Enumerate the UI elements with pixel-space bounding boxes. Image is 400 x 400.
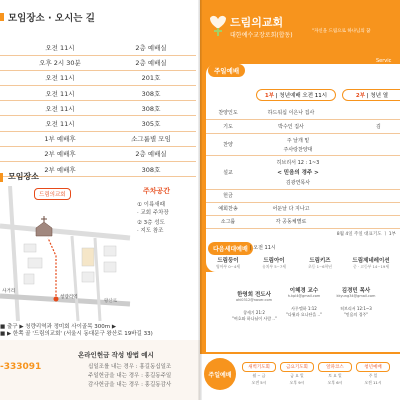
giving-example: 주일헌금을 내는 경우 : 홍길동주일 bbox=[88, 373, 172, 379]
meeting-day: 월 ~ 금 bbox=[252, 373, 266, 378]
meeting-name: 알파코스 bbox=[318, 362, 352, 372]
meeting-time: 오전 5시 bbox=[251, 380, 267, 385]
worship-row bbox=[206, 120, 400, 134]
left-header bbox=[0, 8, 200, 24]
online-giving-title: 온라인헌금 작성 방법 예시 bbox=[78, 351, 154, 359]
road-map-label: 왕산로 bbox=[104, 299, 118, 304]
church-logo-icon bbox=[208, 14, 228, 36]
meeting-name: 금요기도회 bbox=[280, 362, 314, 372]
department bbox=[346, 256, 396, 270]
service-1-number: 1부 bbox=[264, 93, 275, 99]
worship-row bbox=[206, 216, 400, 229]
schedule-time: 1부 예배후 bbox=[14, 131, 106, 146]
schedule-time: 오전 11시 bbox=[14, 101, 106, 116]
staff-scripture-text: "다윗과 요나단을 .." bbox=[286, 312, 322, 317]
staff-scripture: 창세기 21:2 bbox=[243, 310, 265, 315]
staff-scripture-text: "믿음의 경주" bbox=[343, 312, 369, 317]
worship-row bbox=[206, 203, 400, 216]
staff-card bbox=[232, 290, 276, 322]
row-value: 박수인 집사 bbox=[278, 124, 304, 130]
service-1-header bbox=[256, 89, 336, 101]
service-2-header bbox=[342, 89, 400, 101]
prayer-announcement: 8월 4일 주일 대표기도 ㅣ 1부 bbox=[336, 232, 396, 237]
worship-order-card bbox=[206, 64, 400, 272]
schedule-key bbox=[0, 55, 14, 70]
parking-title: 주차공간 bbox=[143, 187, 171, 195]
crossroad-map-label: 사거리 bbox=[2, 289, 16, 294]
church-denomination: 대한예수교장로회(합동) bbox=[230, 32, 293, 39]
department-info: 중 · 고등부 14~19세 bbox=[352, 264, 389, 269]
meeting-name: 새벽기도회 bbox=[242, 362, 276, 372]
right-page bbox=[200, 0, 400, 400]
schedule-row bbox=[0, 131, 196, 146]
schedule-row bbox=[0, 86, 196, 101]
giving-example: 십일조를 내는 경우 : 홍길동십일조 bbox=[88, 364, 172, 370]
meeting-time: 오후 9시 bbox=[289, 380, 305, 385]
staff-email: h.kpl4@gmail.com bbox=[287, 294, 321, 298]
schedule-row bbox=[0, 70, 196, 85]
route-directions bbox=[0, 324, 196, 338]
schedule-row bbox=[0, 40, 196, 55]
online-giving-section bbox=[0, 340, 200, 400]
worship-order-list bbox=[206, 106, 400, 241]
parking-item: · 지도 참조 bbox=[137, 228, 164, 234]
service-2-number: 2부 bbox=[355, 93, 366, 99]
staff-card bbox=[282, 286, 326, 318]
account-number: -333091 bbox=[0, 362, 42, 372]
meeting-info bbox=[280, 362, 314, 386]
meeting-info bbox=[356, 362, 390, 386]
schedule-key bbox=[0, 40, 14, 55]
schedule-time: 오후 2시 30분 bbox=[14, 55, 106, 70]
meeting-name: 청년예배 bbox=[356, 362, 390, 372]
staff-scripture: 히브리서 12:1~3 bbox=[340, 306, 372, 311]
department-name: 드림아이 bbox=[263, 258, 285, 264]
parking-item: · 교회 주차장 bbox=[137, 210, 169, 216]
row-value: 하드워십 이은나 집사 bbox=[267, 110, 315, 116]
row-label: 예회찬송 bbox=[218, 206, 238, 212]
schedule-key bbox=[0, 146, 14, 161]
staff-card bbox=[334, 286, 378, 318]
row-value: 각 공동체별로 bbox=[275, 219, 307, 225]
services-label: Servic bbox=[376, 58, 392, 64]
schedule-key bbox=[0, 116, 14, 131]
schedule-row bbox=[0, 101, 196, 116]
row-label: 헌금 bbox=[223, 193, 233, 199]
hymn-title: 주 날개 밑 bbox=[286, 138, 310, 144]
choir-name: 주사랑찬양대 bbox=[283, 147, 313, 153]
schedule-key bbox=[0, 131, 14, 146]
meeting-schedule-table bbox=[0, 40, 196, 177]
department-name: 드림둥이 bbox=[217, 258, 239, 264]
schedule-place: 2층 예배실 bbox=[106, 40, 196, 55]
meeting-info bbox=[318, 362, 352, 386]
meeting-time: 오전 11시 bbox=[364, 380, 382, 385]
sunday-worship-circle: 주일예배 bbox=[204, 358, 236, 390]
department bbox=[256, 256, 292, 270]
sermon-title: < 믿음의 경주 > bbox=[277, 170, 319, 176]
schedule-place: 2층 예배실 bbox=[106, 55, 196, 70]
next-gen-worship-badge: 다음세대예배 bbox=[208, 242, 253, 255]
schedule-place: 308호 bbox=[106, 162, 196, 177]
next-gen-worship-time: | 오전 11시 bbox=[250, 245, 276, 251]
schedule-row bbox=[0, 116, 196, 131]
worship-row bbox=[206, 106, 400, 120]
church-name: 드림의교회 bbox=[230, 16, 284, 29]
row-value-2: 김 bbox=[376, 124, 381, 130]
row-value: 어둔날 다 지나고 bbox=[272, 206, 310, 212]
meeting-day: 토 요 일 bbox=[328, 373, 342, 378]
meeting-day: 주 일 bbox=[368, 373, 378, 378]
department-name: 드림키즈 bbox=[309, 258, 331, 264]
schedule-time: 오전 11시 bbox=[14, 70, 106, 85]
schedule-place: 305호 bbox=[106, 116, 196, 131]
location-title: 모임장소 bbox=[8, 172, 39, 181]
department-info: 영아부 0~4세 bbox=[216, 264, 240, 269]
schedule-key bbox=[0, 70, 14, 85]
schedule-time: 2부 예배후 bbox=[14, 146, 106, 161]
worship-row bbox=[206, 190, 400, 203]
staff-name: 이혜경 교수 bbox=[289, 288, 319, 294]
schedule-time: 2부 예배후 bbox=[14, 162, 106, 177]
schedule-time: 오전 11시 bbox=[14, 86, 106, 101]
church-map-label: 드림의교회 bbox=[34, 188, 71, 200]
schedule-time: 오전 11시 bbox=[14, 40, 106, 55]
page-fold bbox=[198, 0, 202, 400]
schedule-key bbox=[0, 86, 14, 101]
staff-name: 한영희 전도사 bbox=[237, 292, 271, 298]
location-map bbox=[0, 186, 200, 321]
schedule-place: 2층 예배실 bbox=[106, 146, 196, 161]
row-label: 찬양인도 bbox=[218, 110, 238, 116]
schedule-row bbox=[0, 146, 196, 161]
map-graphic bbox=[0, 186, 200, 321]
sermon-scripture: 히브리서 12 : 1~3 bbox=[276, 160, 320, 166]
worship-row bbox=[206, 156, 400, 190]
row-label: 설교 bbox=[223, 170, 233, 176]
meeting-day: 금 요 일 bbox=[290, 373, 304, 378]
church-motto: "자신을 드림으로 하나님의 꿈 bbox=[312, 29, 371, 34]
department-name: 드림제네레이션 bbox=[352, 258, 390, 264]
route-line: ■ ▶ 한쪽 골 '드림의교회' (서울시 동대문구 왕산로 19바길 33) bbox=[0, 331, 153, 337]
schedule-row bbox=[0, 55, 196, 70]
service-1-time: | 청년예배 오전 11시 bbox=[275, 93, 328, 99]
department-info: 유치부 5~7세 bbox=[262, 264, 286, 269]
worship-row bbox=[206, 134, 400, 156]
schedule-place: 308호 bbox=[106, 101, 196, 116]
department-info: 초등 1~6학년 bbox=[308, 264, 332, 269]
row-label: 기도 bbox=[223, 124, 233, 130]
preacher: 김광연목사 bbox=[285, 180, 311, 186]
meeting-info bbox=[242, 362, 276, 386]
title-accent-bar bbox=[0, 13, 4, 21]
schedule-key bbox=[0, 101, 14, 116]
row-label: 소그룹 bbox=[220, 219, 236, 225]
department bbox=[210, 256, 246, 270]
staff-name: 김경민 목사 bbox=[341, 288, 371, 294]
schedule-place: 소그룹별 모임 bbox=[106, 131, 196, 146]
department bbox=[302, 256, 338, 270]
location-header bbox=[0, 171, 200, 183]
schedule-place: 201호 bbox=[106, 70, 196, 85]
page-title: 모임장소 · 오시는 길 bbox=[8, 13, 95, 24]
station-map-label: 청량리역 bbox=[60, 295, 78, 300]
schedule-place: 308호 bbox=[106, 86, 196, 101]
route-line: ■ 출구 ▶ 청량리역과 정미회 사이골목 300m ▶ bbox=[0, 324, 117, 330]
meeting-time: 오후 6시 bbox=[327, 380, 343, 385]
weekly-meetings bbox=[200, 354, 400, 400]
staff-scripture: 사무엘하 1:12 bbox=[291, 306, 317, 311]
row-label: 찬양 bbox=[223, 142, 233, 148]
staff-section bbox=[206, 272, 400, 352]
schedule-time: 오전 11시 bbox=[14, 116, 106, 131]
parking-item: ① 이륙새때 bbox=[137, 202, 165, 208]
staff-email: kkyung34@gmail.com bbox=[336, 294, 376, 298]
staff-scripture-text: "여호와 하나님이 사람 .." bbox=[232, 316, 277, 321]
staff-email: ohl0312@naver.com bbox=[235, 298, 273, 302]
sunday-worship-badge: 주일예배 bbox=[208, 64, 245, 77]
parking-item: ② 3층 성도 bbox=[137, 220, 165, 226]
location-accent-bar bbox=[0, 173, 3, 182]
giving-example: 감사헌금을 내는 경우 : 홍길동감사 bbox=[88, 382, 172, 388]
service-2-time: | 청년 열 bbox=[366, 93, 389, 99]
